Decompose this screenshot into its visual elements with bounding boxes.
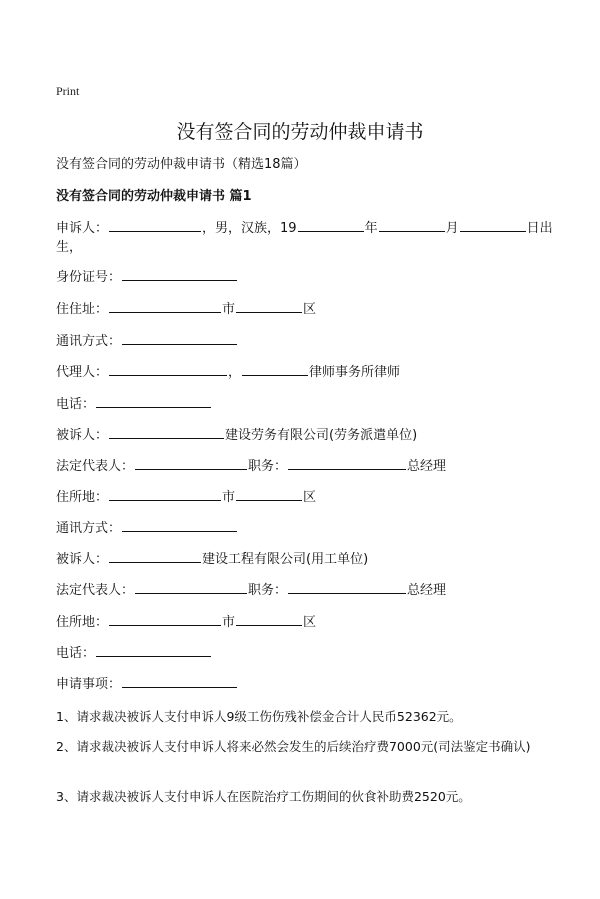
agent-comma: ，: [228, 365, 242, 380]
legal-rep-label-1: 法定代表人：: [56, 459, 135, 474]
request-items-row: [56, 674, 556, 694]
residence-label: 住住址：: [56, 302, 109, 317]
phone-blank-2[interactable]: [96, 643, 211, 657]
general-manager-2: 总经理: [407, 583, 447, 598]
address-row-2: [56, 612, 556, 632]
residence-district-blank[interactable]: [236, 299, 302, 313]
phone-label-2: 电话：: [56, 646, 96, 661]
position-blank-1[interactable]: [288, 456, 406, 470]
respondent-label-2: 被诉人：: [56, 552, 109, 567]
request-items-blank[interactable]: [122, 674, 237, 688]
residence-district-label: 区: [303, 302, 317, 317]
request-items-label: 申请事项：: [56, 677, 122, 692]
address-label-2: 住所地：: [56, 615, 109, 630]
legal-rep-name-blank-1[interactable]: [135, 456, 247, 470]
residence-city-label: 市: [222, 302, 236, 317]
contact-label-1: 通讯方式：: [56, 334, 122, 349]
residence-city-blank[interactable]: [109, 299, 221, 313]
respondent-name-blank-1[interactable]: [109, 425, 224, 439]
contact-blank-2[interactable]: [122, 518, 237, 532]
address-district-label-1: 区: [303, 490, 317, 505]
position-label-2: 职务：: [248, 583, 288, 598]
respondent-suffix-2: 建设工程有限公司(用工单位): [202, 552, 369, 567]
legal-rep-label-2: 法定代表人：: [56, 583, 135, 598]
born-label: 出生，: [56, 221, 553, 255]
id-number-row: [56, 267, 556, 287]
birth-day-blank[interactable]: [460, 218, 526, 232]
phone-row-2: [56, 643, 556, 663]
section-heading: 没有签合同的劳动仲裁申请书 篇1: [56, 189, 252, 204]
birth-month-blank[interactable]: [379, 218, 445, 232]
contact-row-1: [56, 331, 556, 351]
request-1: 1、请求裁决被诉人支付申诉人9级工伤伤残补偿金合计人民币52362元。: [56, 709, 462, 724]
applicant-name-blank[interactable]: [109, 218, 201, 232]
request-3: 3、请求裁决被诉人支付申诉人在医院治疗工伤期间的伙食补助费2520元。: [56, 789, 471, 804]
address-district-blank-1[interactable]: [236, 487, 302, 501]
general-manager-1: 总经理: [407, 459, 447, 474]
document-subtitle: 没有签合同的劳动仲裁申请书（精选18篇）: [56, 157, 307, 172]
legal-rep-row-1: [56, 456, 556, 476]
id-number-label: 身份证号：: [56, 270, 122, 285]
address-district-label-2: 区: [303, 615, 317, 630]
year-label: 年: [364, 221, 378, 236]
applicant-row: [56, 218, 556, 257]
address-city-label-1: 市: [222, 490, 236, 505]
birth-year-blank[interactable]: [298, 218, 364, 232]
print-label[interactable]: Print: [56, 84, 80, 98]
applicant-label: 申诉人：: [56, 221, 109, 236]
agent-row: [56, 362, 556, 382]
agent-suffix: 律师事务所律师: [309, 365, 401, 380]
address-city-blank-1[interactable]: [109, 487, 221, 501]
respondent-label-1: 被诉人：: [56, 428, 109, 443]
legal-rep-row-2: [56, 580, 556, 600]
request-2: 2、请求裁决被诉人支付申诉人将来必然会发生的后续治疗费7000元(司法鉴定书确认): [56, 739, 531, 754]
contact-label-2: 通讯方式：: [56, 521, 122, 536]
day-label: 日: [526, 221, 540, 236]
respondent-name-blank-2[interactable]: [109, 549, 201, 563]
address-row-1: [56, 487, 556, 507]
legal-rep-name-blank-2[interactable]: [135, 580, 247, 594]
respondent-row-2: [56, 549, 556, 569]
agent-name-blank[interactable]: [109, 362, 227, 376]
address-city-label-2: 市: [222, 615, 236, 630]
contact-row-2: [56, 518, 556, 538]
contact-blank-1[interactable]: [122, 331, 237, 345]
agent-label: 代理人：: [56, 365, 109, 380]
document-title: 没有签合同的劳动仲裁申请书: [176, 121, 424, 143]
respondent-suffix-1: 建设劳务有限公司(劳务派遣单位): [225, 428, 418, 443]
law-firm-blank[interactable]: [242, 362, 308, 376]
address-city-blank-2[interactable]: [109, 612, 221, 626]
address-label-1: 住所地：: [56, 490, 109, 505]
phone-blank-1[interactable]: [96, 394, 211, 408]
address-district-blank-2[interactable]: [236, 612, 302, 626]
position-blank-2[interactable]: [288, 580, 406, 594]
month-label: 月: [445, 221, 459, 236]
id-number-blank[interactable]: [122, 267, 237, 281]
respondent-row-1: [56, 425, 556, 445]
phone-row-1: [56, 394, 556, 414]
applicant-gender-ethnicity: ，男，汉族，19: [202, 221, 297, 236]
phone-label-1: 电话：: [56, 397, 96, 412]
position-label-1: 职务：: [248, 459, 288, 474]
residence-row: [56, 299, 556, 319]
